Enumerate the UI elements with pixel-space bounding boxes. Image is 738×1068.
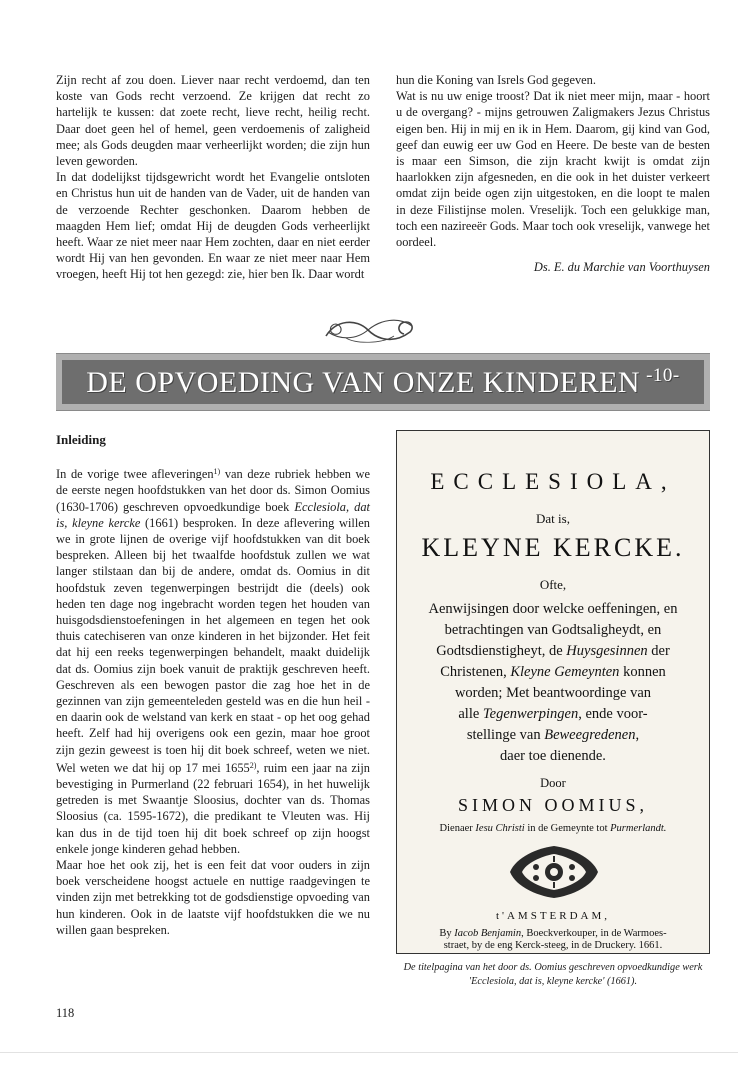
tp-line — [397, 664, 709, 681]
text-run: In de vorige twee afleveringen — [56, 467, 214, 482]
tp-run: Iesu Christi — [475, 823, 525, 834]
tp-run: Kleyne Gemeynten — [510, 664, 620, 680]
paragraph: Zijn recht af zou doen. Liever naar recht verdoemd, dan ten koste van Gods recht verzoend. Ze krijgen dat recht zo hartelijk te kussen: dat zoete recht, lieve recht, heilig recht. Daar doet geen hel of hemel, geen verdoemenis of zaligheid mee; als Gods deugden maar verheerlijkt worden; die zijn hun leven geworden. — [56, 73, 370, 169]
section-title-text: DE OPVOEDING VAN ONZE KINDEREN — [86, 365, 641, 399]
tp-run: alle — [458, 706, 483, 722]
column-left-top — [56, 72, 370, 283]
footnote-ref: 1) — [213, 467, 221, 477]
tp-title: ECCLESIOLA, — [430, 469, 676, 494]
tp-line — [397, 823, 709, 834]
page-number: 118 — [56, 1006, 75, 1020]
printers-device-ornament — [504, 843, 604, 901]
tp-run: Beweegredenen — [544, 727, 636, 743]
section-banner-inner — [62, 360, 704, 404]
title-page-image — [396, 430, 710, 954]
text-run: van deze rubriek hebben we de eerste negen hoofdstukken van het door ds. Simon Oomius (1630-1706) geschreven opvoedkundige boek — [56, 467, 370, 514]
tp-line: straet, by de eng Kerck-steeg, in de Druckery. 1661. — [443, 940, 663, 951]
book-title: Ecclesiola, dat is, kleyne kercke — [56, 499, 370, 530]
tp-run: Dienaer — [439, 823, 476, 834]
paragraph: hun die Koning van Isrels God gegeven. — [396, 73, 596, 87]
tp-line: worden; Met beantwoordinge van — [454, 685, 652, 701]
section-title — [86, 365, 680, 400]
paragraph: Wat is nu uw enige troost? Dat ik niet meer mijn, maar - hoort u de overgang? - mijns getrouwen Zaligmakers Jezus Christus eigen ben. Hij in mij en ik in Hem. Daarom, gij kind van God, geef dan euwig eer uw God en Heere. De beste van de besten is maar een Simson, die zijn kracht kwijt is omdat zijn haarlokken zijn afgesneden, en die ook in het duister verkeert omdat zijn beide ogen zijn uitgestoken, en die loopt te malen in deze Filistijnse molen. Vreselijk. Toch een gelukkige man, toch een nazireeër Gods. Maar toch ook vreselijk, vanwege het oordeel. — [396, 89, 710, 250]
tp-run: Christenen, — [440, 664, 511, 680]
column-left-bottom — [56, 432, 370, 938]
flourish-ornament — [322, 310, 417, 350]
tp-run: der — [647, 643, 670, 659]
tp-run: By — [439, 928, 455, 939]
tp-line: Dat is, — [536, 511, 570, 526]
tp-run: konnen — [619, 664, 666, 680]
tp-imprint-city: t'AMSTERDAM, — [495, 910, 611, 922]
text-run: , ruim een jaar na zijn bevestiging in Purmerland (22 februari 1654), in het huwelijk getreden is met Swaantje Sloosius, dochter van ds. Thomas Sloosius (ca. 1595-1672), die predikant te Vleuten was. Hij kan dus in de tijd toen hij dit boek schreef op zijn hoogst enkele jonge kinderen gehad hebben. — [56, 760, 370, 856]
author-signature: Ds. E. du Marchie van Voorthuysen — [533, 260, 710, 275]
tp-run: , — [635, 727, 640, 743]
tp-line — [397, 727, 709, 744]
bottom-divider — [0, 1052, 738, 1053]
tp-title-2: KLEYNE KERCKE. — [421, 533, 685, 562]
tp-run: , Boeckverkouper, in de Warmoes- — [521, 928, 667, 939]
footnote-ref: 2) — [249, 760, 257, 770]
tp-line: Aenwijsingen door welcke oeffeningen, en — [428, 601, 678, 617]
section-banner — [56, 353, 710, 411]
tp-line: Ofte, — [539, 577, 567, 592]
paragraph — [56, 464, 370, 857]
tp-line — [397, 928, 709, 939]
text-run: (1661) besproken. In deze aflevering willen we in grote lijnen de overige vijf hoofdstukken van dit boek bespreken. Alleen bij het twaalfde hoofdstuk zullen we wat langer stilstaan dan bij de andere, omdat ds. Oomius in dit hoofdstuk zeven tegenwerpingen bestrijdt die (deels) ook heden ten dage nog ingebracht worden tegen het houden van huisgodsdienstoefeningen in het algemeen en tegen het ook thuis catechiseren van onze kinderen in het bijzonder. Het feit dat hij een reeks tegenwerpingen behandelt, maakt duidelijk dat ds. Oomius zijn boek vanuit de praktijk geschreven heeft. Geschreven als een bewogen pastor die zag hoe het in de gezinnen van zijn gemeenteleden gesteld was en die hun heil - en daarin ook de welstand van kerk en staat - op het oog gehad heeft. Zelf had hij overigens ook een gezin, maar hoe groot zijn gezin geweest is toen hij dit boek schreef, weten we niet. Wel weten we dat hij op 17 mei 1655 — [56, 515, 370, 775]
image-caption: De titelpagina van het door ds. Oomius geschreven opvoedkundige werk 'Ecclesiola, dat is, kleyne kercke' (1661). — [403, 962, 703, 987]
tp-run: Huysgesinnen — [566, 643, 648, 659]
tp-author: SIMON OOMIUS, — [457, 795, 648, 815]
tp-line: betrachtingen van Godtsaligheydt, en — [444, 622, 662, 638]
tp-run: Godtsdienstigheyt, de — [436, 643, 567, 659]
tp-run: Purmerlandt. — [610, 823, 667, 834]
tp-line: daer toe dienende. — [500, 748, 606, 764]
tp-run: , ende voor- — [578, 706, 648, 722]
column-right-top — [396, 72, 710, 275]
tp-run: Tegenwerpingen — [482, 706, 579, 722]
paragraph: Maar hoe het ook zij, het is een feit dat voor ouders in zijn boek verscheidene hoogst actuele en nuttige raadgevingen te vinden zijn met betrekking tot de godsdienstige opvoeding van hun kinderen. Ook in de laatste vijf hoofdstukken die we nu willen gaan bespreken. — [56, 858, 370, 937]
tp-run: stellinge van — [466, 727, 545, 743]
episode-number: -10- — [646, 364, 680, 386]
tp-run: Iacob Benjamin — [454, 928, 522, 939]
subheading: Inleiding — [56, 432, 106, 447]
tp-line: Door — [540, 776, 566, 790]
tp-line — [397, 643, 709, 660]
tp-run: in de Gemeynte tot — [524, 823, 611, 834]
paragraph: In dat dodelijkst tijdsgewricht wordt het Evangelie ontsloten en Christus hun uit de handen van de Vader, uit de handen van de verzoende Rechter geschonken. Daarom hebben de maagden Hem lief; omdat Hij de deugden Gods verheerlijkt heeft. Waar ze niet meer naar Hem zochten, daar en niet eerder wordt Hij van hen gevonden. En waar ze niet meer naar Hem vroegen, heeft Hij tot hen gezegd: zie, hier ben Ik. Daar wordt — [56, 170, 370, 282]
tp-line — [397, 706, 709, 723]
